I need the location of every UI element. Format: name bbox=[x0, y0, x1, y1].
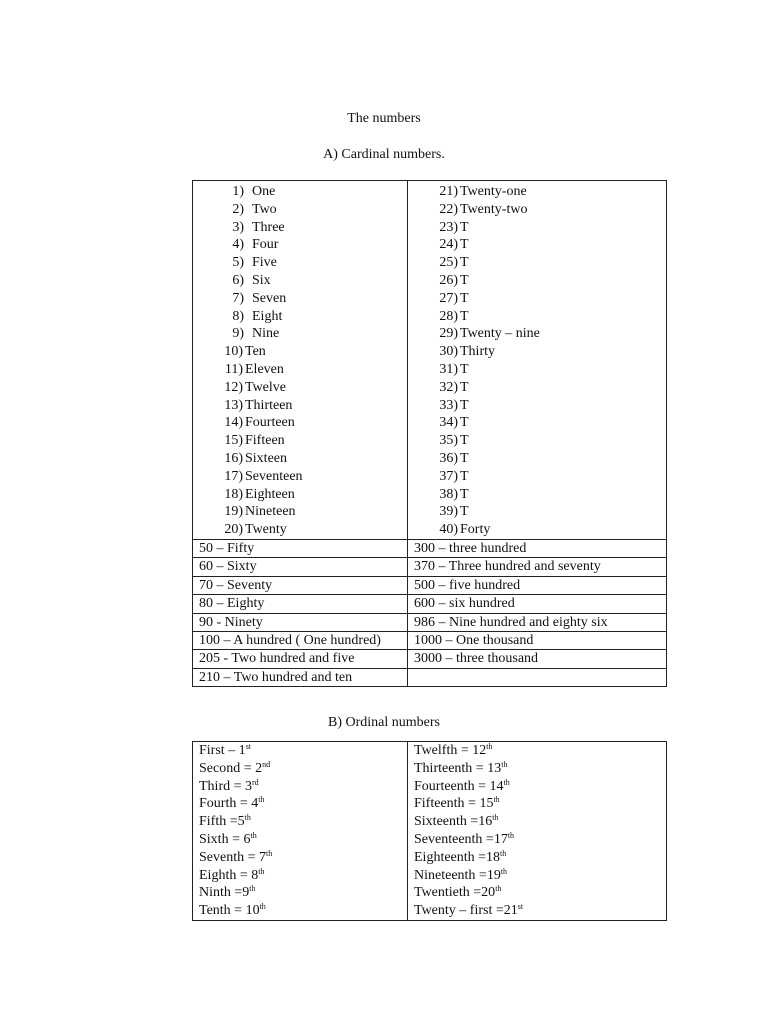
table-row bbox=[193, 576, 667, 594]
list-item-number: 20) bbox=[224, 522, 243, 538]
ordinal-text: Eighteenth =18 bbox=[414, 849, 501, 865]
list-item-word: T bbox=[460, 361, 469, 377]
ordinal-item bbox=[199, 867, 407, 885]
ordinal-left-list bbox=[193, 742, 407, 920]
ordinal-left-cell bbox=[193, 742, 408, 921]
ordinal-text: Seventeenth =17 bbox=[414, 831, 508, 847]
ordinal-suffix: th bbox=[495, 884, 502, 894]
ordinal-suffix: th bbox=[501, 759, 508, 769]
ordinal-right-list bbox=[408, 742, 666, 920]
row-right-cell: 500 – five hundred bbox=[408, 576, 667, 594]
list-item-number: 31) bbox=[439, 361, 458, 377]
list-item-number: 34) bbox=[439, 415, 458, 431]
list-item bbox=[437, 343, 666, 361]
ordinal-row bbox=[193, 742, 667, 921]
list-item-number: 1) bbox=[232, 184, 244, 199]
ordinal-item bbox=[414, 795, 666, 813]
list-item-number: 13) bbox=[224, 397, 243, 413]
list-item-word: Eight bbox=[252, 308, 283, 324]
table-row bbox=[193, 668, 667, 686]
list-item-word: One bbox=[252, 184, 276, 199]
row-left-cell: 80 – Eighty bbox=[193, 595, 408, 613]
list-item bbox=[222, 379, 407, 397]
list-item-word: T bbox=[460, 255, 469, 271]
list-item-number: 17) bbox=[224, 468, 243, 484]
row-right-cell: 3000 – three thousand bbox=[408, 650, 667, 668]
list-item-number: 8) bbox=[232, 308, 244, 324]
cardinal-list-right-cell bbox=[408, 181, 667, 540]
ordinal-text: Fifth =5 bbox=[199, 814, 245, 830]
row-right-cell: 986 – Nine hundred and eighty six bbox=[408, 613, 667, 631]
list-item bbox=[222, 503, 407, 521]
ordinal-suffix: th bbox=[500, 848, 507, 858]
list-item-number: 22) bbox=[439, 201, 458, 217]
row-left-cell: 210 – Two hundred and ten bbox=[193, 668, 408, 686]
list-item bbox=[437, 308, 666, 326]
list-item bbox=[437, 272, 666, 290]
list-item-word: Six bbox=[252, 272, 271, 288]
ordinal-table bbox=[192, 741, 667, 921]
ordinal-suffix: st bbox=[245, 742, 252, 751]
list-item-number: 28) bbox=[439, 308, 458, 324]
list-item-word: T bbox=[460, 219, 469, 235]
table-row bbox=[193, 613, 667, 631]
list-item-number: 3) bbox=[232, 219, 244, 235]
ordinal-item bbox=[414, 813, 666, 831]
list-item-word: T bbox=[460, 504, 469, 520]
list-item-word: T bbox=[460, 272, 469, 288]
list-item bbox=[222, 486, 407, 504]
table-row bbox=[193, 558, 667, 576]
list-item-number: 18) bbox=[224, 486, 243, 502]
list-item-word: T bbox=[460, 308, 469, 324]
ordinal-item bbox=[414, 902, 666, 920]
ordinal-text: Thirteenth = 13 bbox=[414, 760, 502, 776]
list-item bbox=[222, 254, 407, 272]
list-item bbox=[437, 468, 666, 486]
ordinal-item bbox=[414, 849, 666, 867]
list-item-number: 10) bbox=[224, 344, 243, 360]
list-item-number: 19) bbox=[224, 504, 243, 520]
list-item bbox=[437, 397, 666, 415]
row-left-cell: 205 - Two hundred and five bbox=[193, 650, 408, 668]
ordinal-text: Tenth = 10 bbox=[199, 903, 260, 919]
cardinal-list-left-cell bbox=[193, 181, 408, 540]
ordinal-item bbox=[414, 884, 666, 902]
list-item-word: T bbox=[460, 450, 469, 466]
list-item bbox=[222, 521, 407, 539]
ordinal-text: Sixteenth =16 bbox=[414, 814, 493, 830]
cardinal-table bbox=[192, 180, 667, 687]
list-item bbox=[222, 468, 407, 486]
ordinal-text: Fourteenth = 14 bbox=[414, 778, 504, 794]
list-item-word: Nineteen bbox=[245, 504, 296, 520]
list-item-word: Seventeen bbox=[245, 468, 303, 484]
row-left-cell: 60 – Sixty bbox=[193, 558, 408, 576]
list-item-number: 30) bbox=[439, 344, 458, 360]
ordinal-item bbox=[414, 778, 666, 796]
ordinal-suffix: th bbox=[259, 902, 266, 912]
ordinal-suffix: th bbox=[249, 884, 256, 894]
list-item-word: Nine bbox=[252, 326, 280, 342]
ordinal-heading: B) Ordinal numbers bbox=[328, 715, 440, 730]
list-item bbox=[222, 361, 407, 379]
ordinal-text: Seventh = 7 bbox=[199, 849, 266, 865]
list-item-word: Five bbox=[252, 255, 277, 271]
list-item-word: Eleven bbox=[245, 361, 284, 377]
list-item-number: 25) bbox=[439, 255, 458, 271]
ordinal-suffix: nd bbox=[262, 759, 271, 769]
row-right-cell: 300 – three hundred bbox=[408, 539, 667, 557]
list-item bbox=[222, 272, 407, 290]
list-item-number: 27) bbox=[439, 290, 458, 306]
list-item bbox=[222, 450, 407, 468]
list-item bbox=[437, 236, 666, 254]
ordinal-suffix: th bbox=[493, 795, 500, 805]
ordinal-item bbox=[199, 813, 407, 831]
list-item bbox=[437, 325, 666, 343]
list-item-word: Two bbox=[252, 201, 277, 217]
list-item-number: 4) bbox=[232, 237, 244, 253]
ordinal-text: Twenty – first =21 bbox=[414, 903, 518, 919]
list-item bbox=[437, 183, 666, 201]
ordinal-suffix: th bbox=[258, 795, 265, 805]
table-row bbox=[193, 650, 667, 668]
list-item bbox=[437, 503, 666, 521]
list-item bbox=[437, 361, 666, 379]
ordinal-item bbox=[414, 742, 666, 760]
table-row bbox=[193, 631, 667, 649]
row-left-cell: 90 - Ninety bbox=[193, 613, 408, 631]
list-item-number: 14) bbox=[224, 415, 243, 431]
ordinal-text: Eighth = 8 bbox=[199, 867, 259, 883]
list-item-word: T bbox=[460, 290, 469, 306]
list-item-word: T bbox=[460, 237, 469, 253]
ordinal-suffix: th bbox=[258, 866, 265, 876]
list-item bbox=[437, 414, 666, 432]
list-item-word: Three bbox=[252, 219, 285, 235]
list-item-number: 40) bbox=[439, 522, 458, 538]
list-item bbox=[222, 308, 407, 326]
page-title: The numbers bbox=[347, 111, 421, 126]
list-item bbox=[437, 521, 666, 539]
ordinal-text: Twentieth =20 bbox=[414, 885, 496, 901]
list-item bbox=[437, 486, 666, 504]
list-item-word: Ten bbox=[245, 344, 266, 360]
ordinal-item bbox=[414, 867, 666, 885]
list-item-number: 38) bbox=[439, 486, 458, 502]
list-item-number: 6) bbox=[232, 272, 244, 288]
list-item bbox=[222, 183, 407, 201]
list-item-word: Twenty-two bbox=[460, 201, 528, 217]
list-item-number: 16) bbox=[224, 450, 243, 466]
list-item-word: Fourteen bbox=[245, 415, 295, 431]
list-item-number: 24) bbox=[439, 237, 458, 253]
list-item bbox=[222, 397, 407, 415]
list-item-word: Forty bbox=[460, 522, 491, 538]
list-item-word: T bbox=[460, 415, 469, 431]
list-item-number: 37) bbox=[439, 468, 458, 484]
ordinal-suffix: th bbox=[250, 830, 257, 840]
ordinal-right-cell bbox=[408, 742, 667, 921]
ordinal-text: Sixth = 6 bbox=[199, 831, 251, 847]
row-left-cell: 50 – Fifty bbox=[193, 539, 408, 557]
list-item bbox=[222, 414, 407, 432]
list-item-number: 33) bbox=[439, 397, 458, 413]
list-item-word: Twenty bbox=[245, 522, 287, 538]
cardinal-list-row bbox=[193, 181, 667, 540]
list-item-number: 12) bbox=[224, 379, 243, 395]
list-item-word: Twenty-one bbox=[460, 184, 527, 199]
list-item-number: 26) bbox=[439, 272, 458, 288]
list-item-word: Sixteen bbox=[245, 450, 287, 466]
ordinal-item bbox=[199, 849, 407, 867]
ordinal-text: Nineteenth =19 bbox=[414, 867, 501, 883]
list-item-number: 21) bbox=[439, 184, 458, 199]
ordinal-item bbox=[199, 831, 407, 849]
row-left-cell: 100 – A hundred ( One hundred) bbox=[193, 631, 408, 649]
ordinal-suffix: th bbox=[507, 830, 515, 840]
row-right-cell: 600 – six hundred bbox=[408, 595, 667, 613]
ordinal-text: Third = 3 bbox=[199, 778, 252, 794]
list-item-number: 39) bbox=[439, 504, 458, 520]
cardinal-list-right bbox=[408, 181, 666, 539]
list-item bbox=[437, 432, 666, 450]
ordinal-text: Fourth = 4 bbox=[199, 796, 259, 812]
ordinal-item bbox=[199, 742, 407, 760]
ordinal-suffix: th bbox=[503, 777, 510, 787]
list-item-number: 11) bbox=[224, 361, 243, 377]
list-item-word: T bbox=[460, 486, 469, 502]
ordinal-item bbox=[199, 795, 407, 813]
ordinal-text: Fifteenth = 15 bbox=[414, 796, 494, 812]
list-item-number: 15) bbox=[224, 433, 243, 449]
list-item-word: Eighteen bbox=[245, 486, 295, 502]
list-item bbox=[222, 219, 407, 237]
ordinal-item bbox=[199, 902, 407, 920]
list-item-number: 23) bbox=[439, 219, 458, 235]
list-item bbox=[437, 290, 666, 308]
list-item bbox=[222, 290, 407, 308]
table-row bbox=[193, 595, 667, 613]
list-item-word: Thirteen bbox=[245, 397, 293, 413]
row-right-cell: 370 – Three hundred and seventy bbox=[408, 558, 667, 576]
list-item-number: 7) bbox=[232, 290, 244, 306]
list-item-word: Seven bbox=[252, 290, 287, 306]
list-item-word: Four bbox=[252, 237, 279, 253]
list-item-number: 36) bbox=[439, 450, 458, 466]
list-item-number: 35) bbox=[439, 433, 458, 449]
row-right-cell bbox=[408, 668, 667, 686]
table-row bbox=[193, 539, 667, 557]
list-item-number: 5) bbox=[232, 255, 244, 271]
list-item-number: 2) bbox=[232, 201, 244, 217]
ordinal-text: Ninth =9 bbox=[199, 885, 250, 901]
list-item bbox=[437, 379, 666, 397]
list-item-word: Fifteen bbox=[245, 433, 285, 449]
ordinal-suffix: th bbox=[500, 866, 508, 876]
ordinal-suffix: th bbox=[486, 742, 493, 751]
list-item bbox=[222, 343, 407, 361]
ordinal-suffix: st bbox=[517, 902, 524, 912]
list-item-word: T bbox=[460, 379, 469, 395]
row-left-cell: 70 – Seventy bbox=[193, 576, 408, 594]
ordinal-item bbox=[199, 778, 407, 796]
list-item-number: 32) bbox=[439, 379, 458, 395]
ordinal-text: Twelfth = 12 bbox=[414, 743, 487, 758]
list-item bbox=[437, 219, 666, 237]
list-item-number: 29) bbox=[439, 326, 458, 342]
list-item-word: Twelve bbox=[245, 379, 287, 395]
list-item-word: T bbox=[460, 468, 469, 484]
list-item-word: T bbox=[460, 433, 469, 449]
ordinal-item bbox=[199, 884, 407, 902]
ordinal-item bbox=[414, 831, 666, 849]
ordinal-suffix: th bbox=[244, 813, 251, 823]
ordinal-text: First – 1 bbox=[199, 743, 246, 758]
list-item bbox=[437, 450, 666, 468]
list-item bbox=[222, 325, 407, 343]
ordinal-text: Second = 2 bbox=[199, 760, 263, 776]
list-item bbox=[222, 432, 407, 450]
cardinal-list-left bbox=[193, 181, 407, 539]
list-item-number: 9) bbox=[232, 326, 244, 342]
ordinal-suffix: rd bbox=[252, 777, 259, 787]
list-item-word: Twenty – nine bbox=[460, 326, 540, 342]
ordinal-suffix: th bbox=[492, 813, 499, 823]
list-item-word: Thirty bbox=[460, 344, 495, 360]
ordinal-suffix: th bbox=[266, 848, 273, 858]
row-right-cell: 1000 – One thousand bbox=[408, 631, 667, 649]
ordinal-item bbox=[414, 760, 666, 778]
ordinal-item bbox=[199, 760, 407, 778]
list-item bbox=[437, 254, 666, 272]
cardinal-heading: A) Cardinal numbers. bbox=[323, 147, 445, 162]
list-item bbox=[437, 201, 666, 219]
list-item bbox=[222, 201, 407, 219]
list-item-word: T bbox=[460, 397, 469, 413]
list-item bbox=[222, 236, 407, 254]
